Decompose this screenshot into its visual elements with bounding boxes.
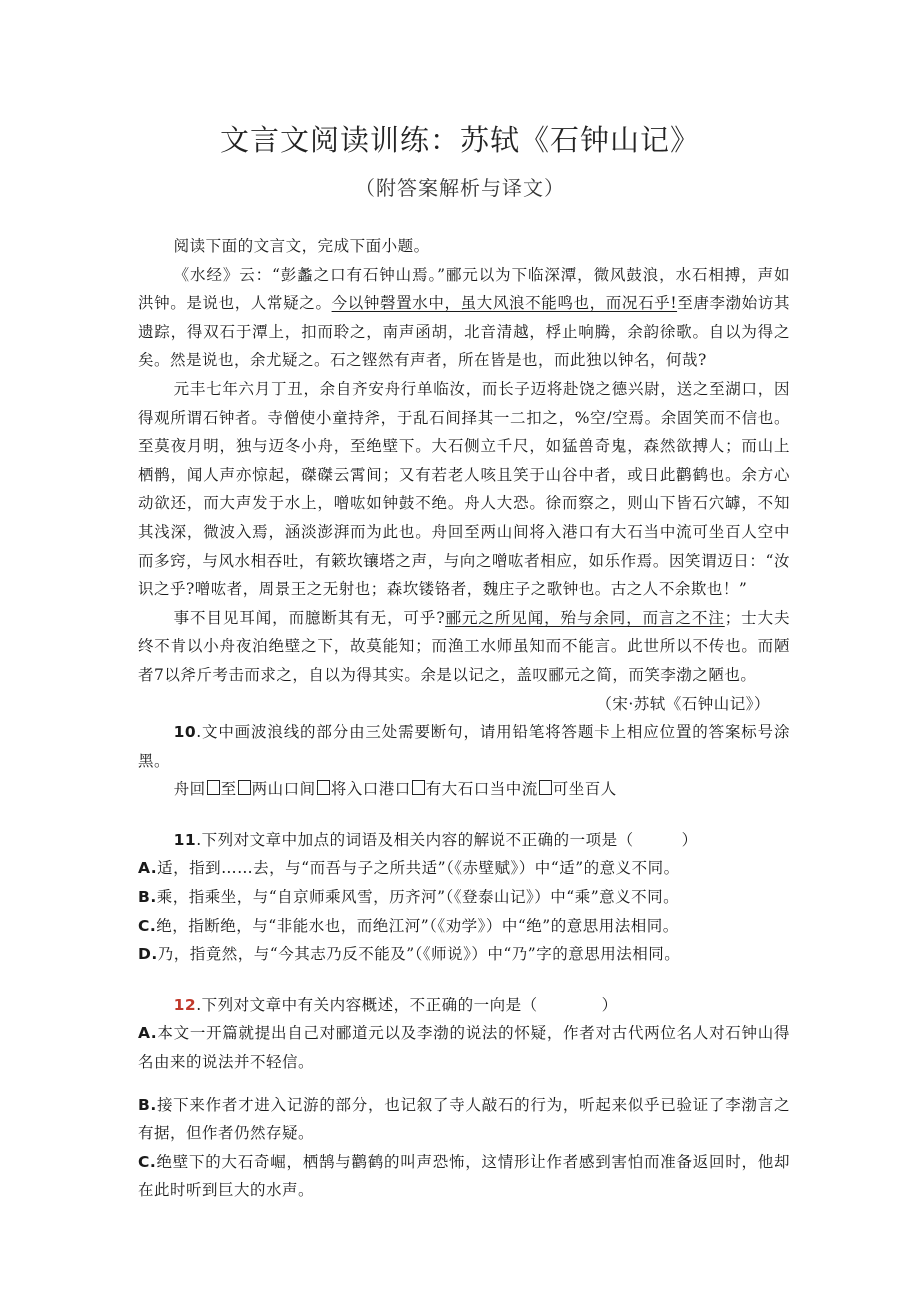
option-label: C. (138, 916, 157, 935)
option-b (138, 883, 790, 912)
segment: 舟回 (173, 780, 206, 799)
option-text: 适，指到……去，与“而吾与子之所共适”（《赤壁赋》）中“适”的意义不同。 (157, 859, 680, 878)
passage-source: （宋·苏轼《石钟山记》） (596, 694, 770, 713)
passage-text: 事不目见耳闻，而臆断其有无，可乎? (173, 608, 446, 627)
segment: 有大石口当中流 (425, 780, 538, 799)
option-text: 乘，指乘坐，与“自京师乘风雪，历齐河”（《登泰山记》）中“乘”意义不同。 (156, 888, 680, 907)
passage-paragraph-1 (138, 261, 790, 375)
option-text: 绝，指断绝，与“非能水也，而绝江河”（《劝学》）中“绝”的意思用法相同。 (156, 916, 679, 935)
passage-text: ；士大夫终不肯以小舟夜泊绝壁之下，故莫能知；而渔工水师虽知而不能言。此世所以不传也。而陋者7以斧斤考击而求之，自以为得其实。余是以记之，盖叹郦元之简，而笑李渤之陋也。 (138, 608, 790, 684)
question-10 (138, 718, 790, 775)
passage-text: 《水经》云：“彭蠡之口有石钟山焉。”郦元以为下临深潭，微风鼓浪，水石相搏，声如洪钟。是说也，人常疑之。 (138, 265, 790, 313)
option-text: 本文一开篇就提出自己对郦道元以及李渤的说法的怀疑，作者对古代两位名人对石钟山得名由来的说法并不轻信。 (138, 1024, 790, 1072)
q10-segments (138, 775, 790, 804)
option-text: 接下来作者才进入记游的部分，也记叙了寺人敲石的行为，听起来似乎已验证了李渤言之有据，但作者仍然存疑。 (138, 1095, 790, 1143)
underlined-sentence: 郦元之所见闻，殆与余同，而言之不注 (445, 608, 725, 627)
option-label: B. (138, 1095, 157, 1114)
question-text: .文中画波浪线的部分由三处需要断句，请用铅笔将答题卡上相应位置的答案标号涂黑。 (138, 723, 790, 770)
option-a (138, 1019, 790, 1076)
answer-box[interactable] (207, 780, 220, 795)
question-text: .下列对文章中加点的词语及相关内容的解说不正确的一项是（ ） (196, 830, 698, 849)
option-c (138, 1148, 790, 1205)
segment: 可坐百人 (552, 780, 617, 799)
passage-text: 至唐李渤始访其遗踪，得双石于潭上，扣而聆之，南声函胡，北音清越，桴止响腾，余韵徐歌。自以为得之矣。然是说也，余尤疑之。石之铿然有声者，所在皆是也，而此独以钟名，何哉? (138, 294, 790, 370)
option-c (138, 912, 790, 941)
underlined-sentence: 今以钟磬置水中，虽大风浪不能鸣也，而况石乎! (331, 294, 678, 313)
document-body (138, 232, 790, 1205)
segment: 将入口港口 (330, 780, 411, 799)
answer-box[interactable] (238, 780, 251, 795)
option-b (138, 1091, 790, 1148)
segment: 至 (220, 780, 237, 799)
option-a (138, 854, 790, 883)
option-label: B. (138, 888, 157, 907)
option-label: A. (138, 859, 158, 878)
page-subtitle: （附答案解析与译文） (355, 176, 565, 200)
question-number: 11 (173, 830, 197, 849)
answer-box[interactable] (317, 780, 330, 795)
option-text: 绝壁下的大石奇崛，栖鹄与鹳鹤的叫声恐怖，这情形让作者感到害怕而准备返回时，他却在此时听到巨大的水声。 (138, 1152, 790, 1200)
question-number: 10 (173, 723, 197, 742)
question-text: .下列对文章中有关内容概述，不正确的一向是（ ） (196, 995, 618, 1014)
answer-box[interactable] (412, 780, 425, 795)
option-label: D. (138, 945, 158, 964)
option-d (138, 940, 790, 969)
option-label: C. (138, 1152, 157, 1171)
instruction: 阅读下面的文言文，完成下面小题。 (173, 237, 430, 255)
question-12 (138, 991, 790, 1020)
passage-paragraph-3 (138, 604, 790, 690)
option-text: 乃，指竟然，与“今其志乃反不能及”（《师说》）中“乃”字的意思用法相同。 (157, 945, 681, 964)
passage-paragraph-2: 元丰七年六月丁丑，余自齐安舟行单临汝，而长子迈将赴饶之德兴尉，送之至湖口，因得观所谓石钟者。寺僧使小童持斧，于乱石间择其一二扣之，%空/空焉。余固笑而不信也。至莫夜月明，独与迈冬小舟，至绝壁下。大石侧立千尺，如猛兽奇鬼，森然欲搏人；而山上栖鹘，闻人声亦惊起，磔磔云霄间；又有若老人咳且笑于山谷中者，或日此鹳鹤也。余方心动欲还，而大声发于水上，噌吰如钟鼓不绝。舟人大恐。徐而察之，则山下皆石穴罅，不知其浅深，微波入焉，涵淡澎湃而为此也。舟回至两山间将入港口有大石当中流可坐百人空中而多窍，与风水相吞吐，有簌坎镶塔之声，与向之噌吰者相应，如乐作焉。因笑谓迈日：“汝识之乎?噌吰者，周景王之无射也；森坎镂铬者，魏庄子之歌钟也。古之人不余欺也！” (138, 379, 790, 599)
question-number: 12 (173, 995, 197, 1014)
answer-box[interactable] (539, 780, 552, 795)
segment: 两山口间 (251, 780, 316, 799)
question-11 (138, 826, 790, 855)
option-label: A. (138, 1024, 158, 1043)
page-title: 文言文阅读训练：苏轼《石钟山记》 (219, 123, 700, 157)
